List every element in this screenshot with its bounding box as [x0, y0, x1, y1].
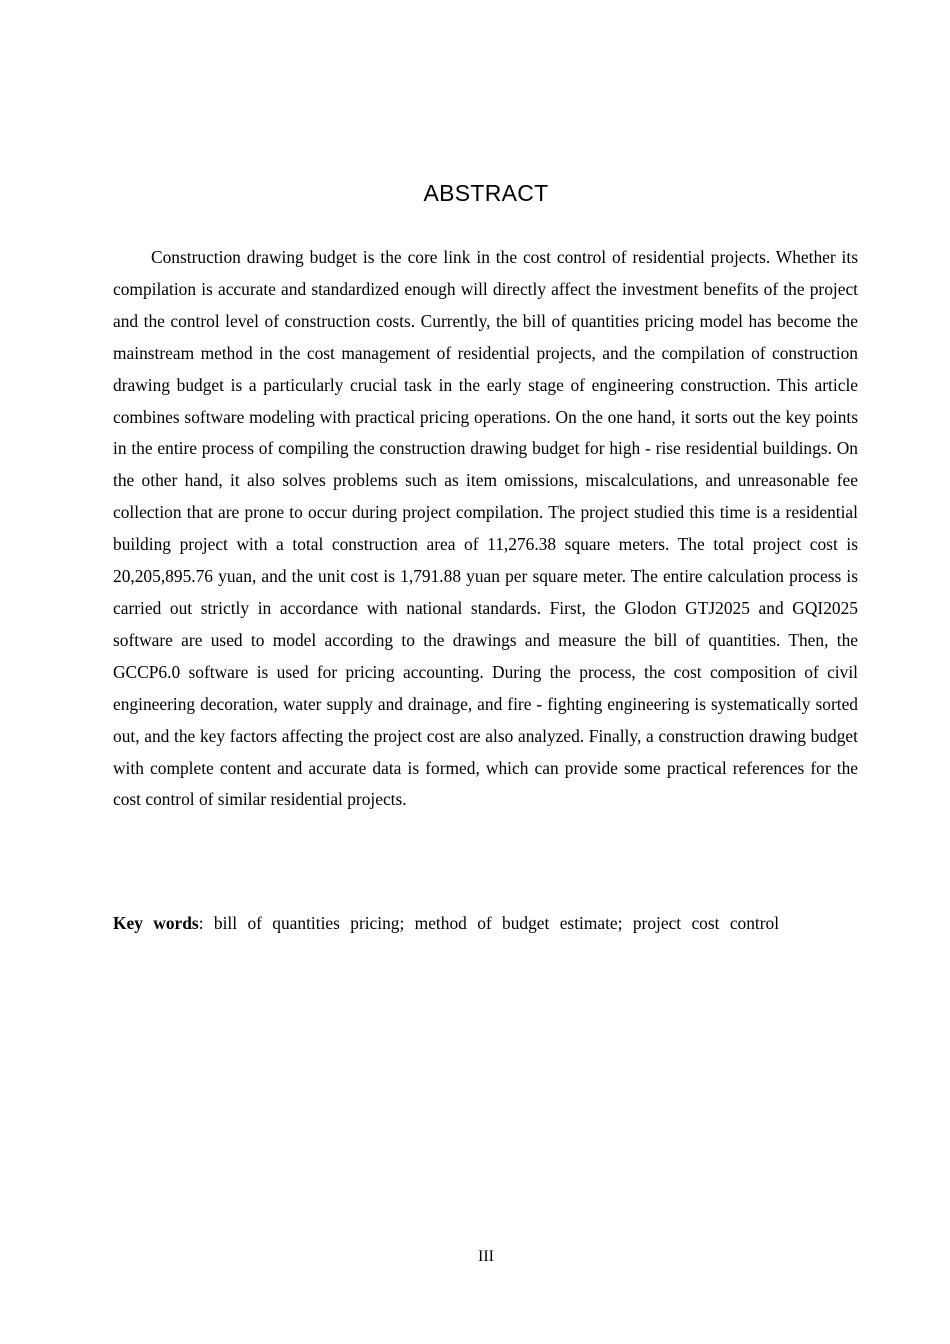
keywords-separator: :	[198, 913, 204, 933]
abstract-title: ABSTRACT	[423, 180, 549, 206]
keywords-line	[113, 908, 858, 940]
keywords-text: bill of quantities pricing; method of budget estimate; project cost control	[213, 913, 780, 933]
abstract-paragraph: Construction drawing budget is the core link in the cost control of residential projects. Whether its compilation is accurate and standardized enough will directly affect the investment benefits of the project and the control level of construction costs. Currently, the bill of quantities pricing model has become the mainstream method in the cost management of residential projects, and the compilation of construction drawing budget is a particularly crucial task in the early stage of engineering construction. This article combines software modeling with practical pricing operations. On the one hand, it sorts out the key points in the entire process of compiling the construction drawing budget for high - rise residential buildings. On the other hand, it also solves problems such as item omissions, miscalculations, and unreasonable fee collection that are prone to occur during project compilation. The project studied this time is a residential building project with a total construction area of 11,276.38 square meters. The total project cost is 20,205,895.76 yuan, and the unit cost is 1,791.88 yuan per square meter. The entire calculation process is carried out strictly in accordance with national standards. First, the Glodon GTJ2025 and GQI2025 software are used to model according to the drawings and measure the bill of quantities. Then, the GCCP6.0 software is used for pricing accounting. During the process, the cost composition of civil engineering decoration, water supply and drainage, and fire - fighting engineering is systematically sorted out, and the key factors affecting the project cost are also analyzed. Finally, a construction drawing budget with complete content and accurate data is formed, which can provide some practical references for the cost control of similar residential projects.	[113, 247, 858, 810]
page-number: III	[478, 1248, 494, 1265]
keywords-label: Key words	[113, 913, 199, 933]
